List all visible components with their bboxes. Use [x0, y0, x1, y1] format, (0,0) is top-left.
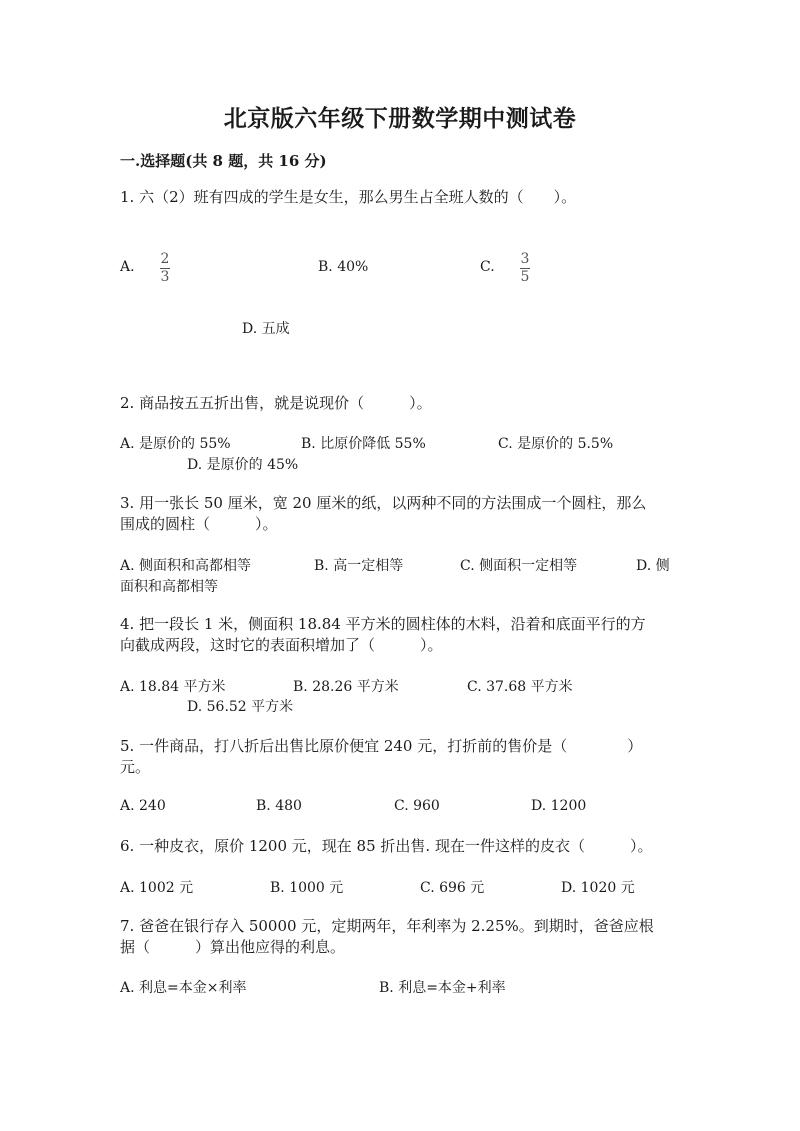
q2-option-d[interactable]: D. 是原价的 45% [187, 457, 299, 473]
q6-option-c[interactable]: C. 696 元 [420, 880, 485, 896]
q2-option-b[interactable]: B. 比原价降低 55% [301, 436, 426, 452]
q5-option-a[interactable]: A. 240 [120, 798, 166, 814]
q3-option-d-continued[interactable]: 面积和高都相等 [120, 579, 218, 595]
q1-option-a[interactable]: A. [120, 259, 135, 275]
q7-option-a[interactable]: A. 利息=本金×利率 [120, 980, 247, 996]
question-3-text-line-2: 围成的圆柱（ ）。 [120, 515, 278, 533]
q5-option-b[interactable]: B. 480 [256, 798, 302, 814]
question-7-text-line-1: 7. 爸爸在银行存入 50000 元，定期两年，年利率为 2.25%。到期时，爸爸应根 [120, 917, 654, 935]
q3-option-b[interactable]: B. 高一定相等 [314, 558, 404, 574]
section-heading: 一.选择题(共 8 题，共 16 分) [120, 152, 327, 170]
q3-option-d[interactable]: D. 侧 [636, 558, 670, 574]
q1-option-b[interactable]: B. 40% [318, 259, 369, 275]
q4-option-b[interactable]: B. 28.26 平方米 [293, 679, 399, 695]
question-5-text-line-2: 元。 [120, 758, 151, 776]
page-title: 北京版六年级下册数学期中测试卷 [223, 105, 577, 132]
q1-option-a-fraction [160, 252, 170, 285]
q1-option-c[interactable]: C. [480, 259, 495, 275]
q4-option-a[interactable]: A. 18.84 平方米 [120, 679, 226, 695]
q7-option-b[interactable]: B. 利息=本金+利率 [379, 980, 506, 996]
q1-option-d[interactable]: D. 五成 [242, 321, 290, 337]
q3-option-c[interactable]: C. 侧面积一定相等 [460, 558, 578, 574]
q6-option-b[interactable]: B. 1000 元 [270, 880, 344, 896]
question-5-text-line-1: 5. 一件商品，打八折后出售比原价便宜 240 元，打折前的售价是（ ） [120, 737, 643, 755]
q5-option-d[interactable]: D. 1200 [531, 798, 587, 814]
question-7-text-line-2: 据（ ）算出他应得的利息。 [120, 938, 346, 956]
question-1-text: 1. 六（2）班有四成的学生是女生，那么男生占全班人数的（ ）。 [120, 188, 577, 206]
fraction-numerator: 3 [520, 251, 530, 267]
question-6-text: 6. 一种皮衣，原价 1200 元，现在 85 折出售. 现在一件这样的皮衣（ ）。 [120, 837, 653, 855]
q6-option-a[interactable]: A. 1002 元 [120, 880, 194, 896]
question-4-text-line-2: 向截成两段，这时它的表面积增加了（ ）。 [120, 636, 443, 654]
q4-option-c[interactable]: C. 37.68 平方米 [467, 679, 573, 695]
q2-option-c[interactable]: C. 是原价的 5.5% [498, 436, 614, 452]
fraction-denominator: 3 [160, 269, 170, 285]
question-4-text-line-1: 4. 把一段长 1 米，侧面积 18.84 平方米的圆柱体的木料，沿着和底面平行的方 [120, 615, 646, 633]
q2-option-a[interactable]: A. 是原价的 55% [120, 436, 231, 452]
question-2-text: 2. 商品按五五折出售，就是说现价（ ）。 [120, 394, 432, 412]
fraction-numerator: 2 [160, 251, 170, 267]
q3-option-a[interactable]: A. 侧面积和高都相等 [120, 558, 252, 574]
q5-option-c[interactable]: C. 960 [394, 798, 440, 814]
q6-option-d[interactable]: D. 1020 元 [561, 880, 635, 896]
q4-option-d[interactable]: D. 56.52 平方米 [187, 699, 294, 715]
question-3-text-line-1: 3. 用一张长 50 厘米，宽 20 厘米的纸，以两种不同的方法围成一个圆柱，那么 [120, 494, 647, 512]
q1-option-c-fraction [520, 252, 530, 285]
fraction-denominator: 5 [520, 269, 530, 285]
